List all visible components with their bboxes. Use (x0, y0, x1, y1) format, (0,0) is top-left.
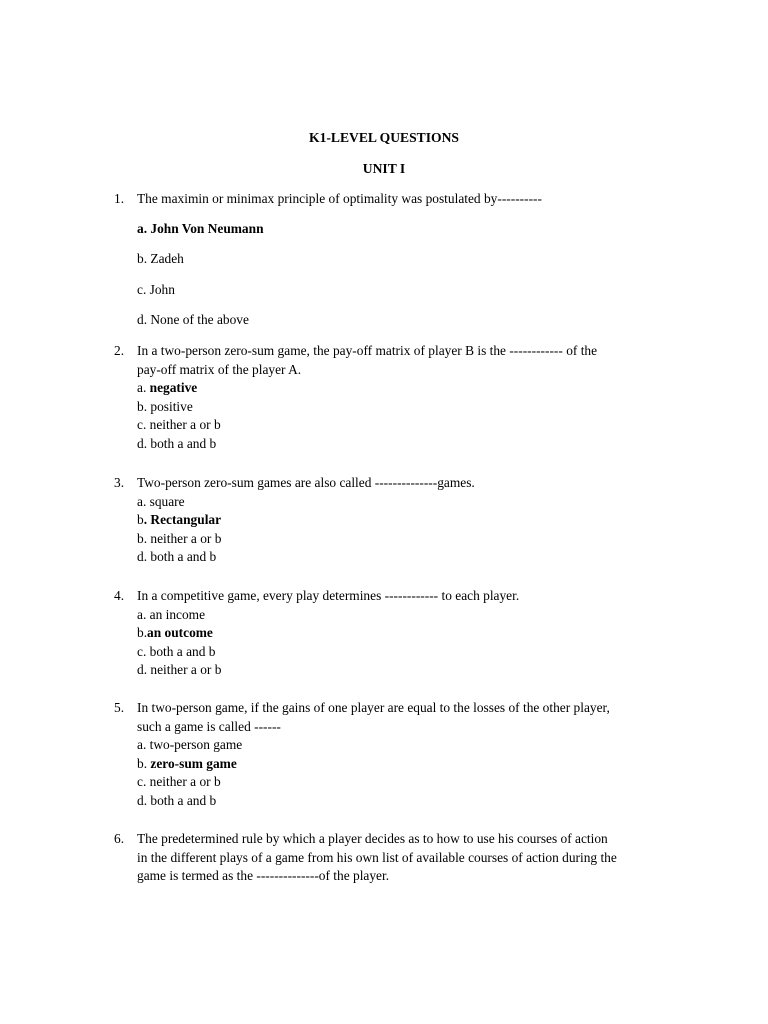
option-a: a. negative (137, 380, 198, 396)
question-5 (114, 699, 694, 811)
option-a (137, 220, 694, 239)
question-stem (137, 190, 694, 209)
option-a: a. square (137, 493, 185, 509)
option-b: b. Rectangular (137, 512, 222, 528)
unit-heading: UNIT I (362, 161, 406, 176)
question-1 (114, 190, 694, 329)
option-c: c. both a and b (137, 643, 216, 659)
option-d: d. both a and b (137, 549, 217, 565)
correct-answer: . Rectangular (143, 512, 222, 528)
option-c: c. neither a or b (137, 774, 221, 790)
question-number: 2. (114, 343, 125, 358)
stem-line: The maximin or minimax principle of optimality was postulated by---------- (137, 191, 542, 206)
question-stem (137, 342, 694, 379)
options-list (137, 736, 694, 810)
options-list (137, 220, 694, 329)
option-b: b. positive (137, 398, 193, 414)
correct-answer: negative (149, 380, 198, 396)
question-number: 4. (114, 588, 125, 603)
options-list (137, 493, 694, 567)
question-number: 6. (114, 831, 125, 846)
question-number: 5. (114, 700, 125, 715)
question-4 (114, 587, 694, 680)
stem-line: such a game is called ------ (137, 718, 281, 734)
correct-answer: an outcome (147, 625, 213, 641)
option-b: b. Zadeh (137, 251, 184, 267)
correct-answer: zero-sum game (150, 755, 237, 771)
option-a: a. an income (137, 606, 206, 622)
option-c: c. neither a or b (137, 417, 221, 433)
question-3 (114, 474, 694, 567)
option-d: d. neither a or b (137, 662, 222, 678)
stem-line: in the different plays of a game from his own list of available courses of action during the (137, 849, 617, 865)
option-b: b.an outcome (137, 625, 213, 641)
question-stem (137, 474, 694, 493)
stem-line: In a two-person zero-sum game, the pay-off matrix of player B is the ------------ of the (137, 343, 598, 358)
option-d: d. None of the above (137, 311, 249, 327)
stem-line: game is termed as the --------------of the player. (137, 868, 390, 884)
option-c: b. neither a or b (137, 530, 222, 546)
page-heading: K1-LEVEL QUESTIONS (309, 130, 459, 145)
question-6 (114, 830, 694, 886)
stem-line: The predetermined rule by which a player decides as to how to use his courses of action (137, 831, 608, 846)
option-a: a. two-person game (137, 737, 243, 753)
question-number: 3. (114, 475, 125, 490)
question-2 (114, 342, 694, 454)
correct-answer: a. John Von Neumann (137, 221, 264, 237)
question-number: 1. (114, 191, 125, 206)
options-list (137, 606, 694, 680)
options-list (137, 379, 694, 453)
option-d: d. both a and b (137, 792, 217, 808)
question-stem (137, 587, 694, 606)
question-stem (137, 699, 694, 736)
question-stem (137, 830, 694, 886)
stem-line: In a competitive game, every play determines ------------ to each player. (137, 588, 520, 603)
option-d: d. both a and b (137, 435, 217, 451)
stem-line: pay-off matrix of the player A. (137, 361, 302, 377)
stem-line: Two-person zero-sum games are also called --------------games. (137, 475, 475, 490)
option-c: c. John (137, 281, 175, 297)
stem-line: In two-person game, if the gains of one player are equal to the losses of the other player, (137, 700, 610, 715)
option-b: b. zero-sum game (137, 755, 237, 771)
